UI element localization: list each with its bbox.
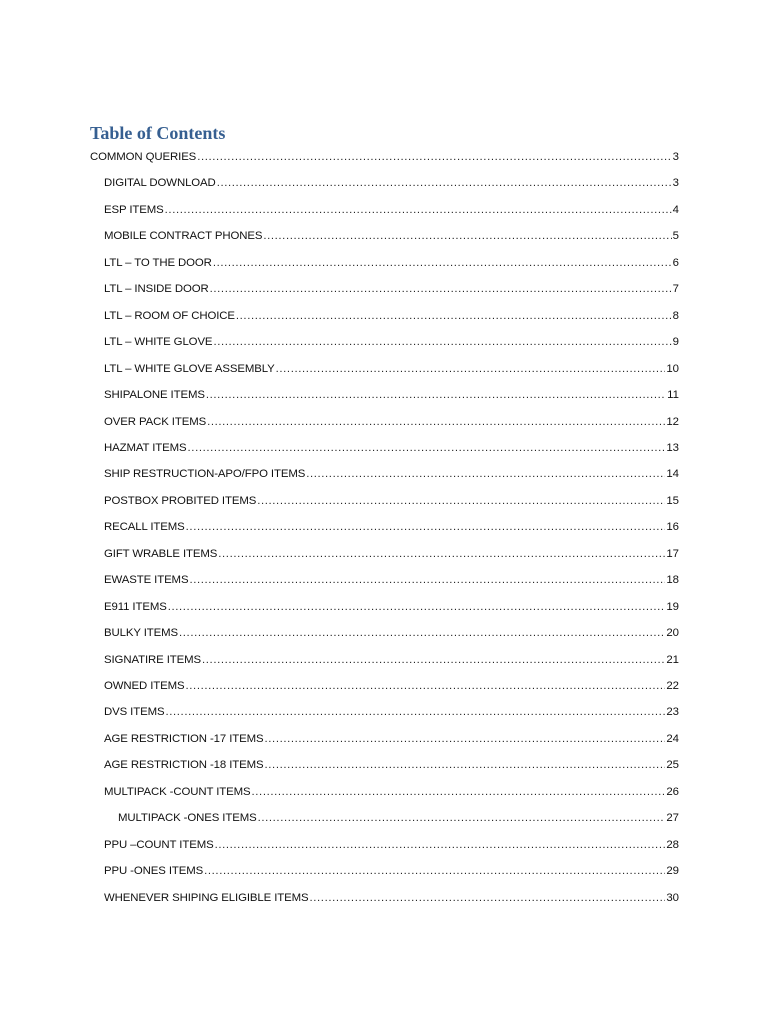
dot-leader (252, 784, 666, 800)
toc-entry[interactable] (104, 784, 679, 800)
toc-entry[interactable] (104, 308, 679, 324)
toc-entry-page-number: 10 (666, 362, 679, 375)
dot-leader (179, 625, 665, 641)
dot-leader (306, 466, 665, 482)
toc-entry-label: COMMON QUERIES (90, 151, 197, 163)
dot-leader (202, 652, 665, 668)
dot-leader (168, 599, 666, 615)
dot-leader (189, 572, 665, 588)
toc-entry-label: EWASTE ITEMS (104, 574, 189, 587)
toc-entry-label: LTL – WHITE GLOVE ASSEMBLY (104, 362, 275, 375)
toc-entry[interactable] (104, 757, 679, 773)
toc-entry-page-number: 25 (666, 759, 679, 772)
dot-leader (188, 440, 666, 456)
toc-entry-page-number: 18 (666, 574, 679, 587)
toc-entry-label: E911 ITEMS (104, 600, 167, 613)
dot-leader (204, 863, 665, 879)
dot-leader (258, 810, 666, 826)
toc-entry[interactable] (118, 810, 679, 826)
toc-entry-page-number: 17 (666, 547, 679, 560)
toc-entry-page-number: 13 (666, 441, 679, 454)
dot-leader (186, 678, 666, 694)
toc-entry-label: LTL – INSIDE DOOR (104, 283, 209, 296)
toc-entry-page-number: 16 (666, 521, 679, 534)
toc-entry-page-number: 27 (666, 812, 679, 825)
dot-leader (207, 414, 665, 430)
toc-entry-page-number: 26 (666, 785, 679, 798)
toc-entry-label: DVS ITEMS (104, 706, 165, 719)
toc-entry-label: MULTIPACK -ONES ITEMS (118, 812, 257, 825)
toc-entry-page-number: 23 (666, 706, 679, 719)
dot-leader (213, 334, 671, 350)
toc-entry-label: SHIP RESTRUCTION-APO/FPO ITEMS (104, 468, 306, 481)
toc-entry-label: LTL – ROOM OF CHOICE (104, 309, 235, 322)
toc-entry[interactable] (104, 361, 679, 377)
dot-leader (265, 731, 666, 747)
toc-entry[interactable] (104, 281, 679, 297)
toc-entry-page-number: 24 (666, 732, 679, 745)
toc-entry-page-number: 19 (666, 600, 679, 613)
dot-leader (206, 387, 666, 403)
dot-leader (276, 361, 666, 377)
dot-leader (166, 704, 666, 720)
toc-entry[interactable] (104, 731, 679, 747)
dot-leader (165, 202, 672, 218)
toc-entry[interactable] (104, 546, 679, 562)
toc-entry-page-number: 29 (666, 865, 679, 878)
toc-entry[interactable] (104, 572, 679, 588)
toc-entry[interactable] (104, 890, 679, 906)
toc-entry-page-number: 21 (666, 653, 679, 666)
toc-entry-page-number: 11 (667, 389, 679, 401)
dot-leader (197, 149, 671, 165)
toc-entry[interactable] (104, 599, 679, 615)
dot-leader (236, 308, 672, 324)
toc-entry-label: SHIPALONE ITEMS (104, 389, 205, 401)
toc-entry-page-number: 8 (672, 309, 679, 322)
toc-entry[interactable] (104, 387, 679, 403)
toc-entry[interactable] (104, 440, 679, 456)
toc-entry-label: AGE RESTRICTION -18 ITEMS (104, 759, 264, 772)
toc-entry-page-number: 30 (666, 891, 679, 904)
toc-entry-page-number: 3 (672, 151, 679, 163)
toc-entry-label: ESP ITEMS (104, 203, 164, 216)
toc-entry-label: MULTIPACK -COUNT ITEMS (104, 785, 251, 798)
toc-entry[interactable] (104, 625, 679, 641)
toc-entry[interactable] (104, 228, 679, 244)
toc-entry-label: LTL – WHITE GLOVE (104, 336, 213, 349)
toc-entry-label: OWNED ITEMS (104, 680, 185, 692)
dot-leader (213, 255, 672, 271)
toc-entry[interactable] (104, 863, 679, 879)
toc-title: Table of Contents (90, 123, 226, 143)
toc-entry-label: SIGNATIRE ITEMS (104, 653, 202, 666)
dot-leader (186, 519, 666, 535)
toc-entry-label: POSTBOX PROBITED ITEMS (104, 494, 257, 507)
toc-entry-page-number: 14 (666, 468, 679, 481)
toc-entry-page-number: 3 (672, 177, 679, 190)
toc-entry-page-number: 28 (666, 838, 679, 851)
dot-leader (218, 546, 665, 562)
toc-entry[interactable] (104, 175, 679, 191)
toc-entry[interactable] (104, 202, 679, 218)
toc-entry-label: GIFT WRABLE ITEMS (104, 547, 218, 560)
toc-entry-page-number: 12 (666, 415, 679, 428)
toc-entry-label: WHENEVER SHIPING ELIGIBLE ITEMS (104, 891, 309, 904)
toc-entry[interactable] (104, 678, 679, 694)
toc-entry-page-number: 15 (666, 494, 679, 507)
toc-entry-page-number: 9 (672, 336, 679, 349)
toc-entry[interactable] (104, 334, 679, 350)
toc-entry-label: MOBILE CONTRACT PHONES (104, 230, 263, 243)
toc-entry-label: OVER PACK ITEMS (104, 415, 207, 428)
toc-entry-label: PPU –COUNT ITEMS (104, 838, 214, 851)
toc-entry[interactable] (104, 255, 679, 271)
dot-leader (265, 757, 666, 773)
toc-entry[interactable] (104, 837, 679, 853)
dot-leader (217, 175, 672, 191)
toc-entry[interactable] (104, 519, 679, 535)
toc-entry-label: PPU -ONES ITEMS (104, 865, 204, 878)
toc-entry-label: AGE RESTRICTION -17 ITEMS (104, 732, 264, 745)
toc-entry[interactable] (104, 466, 679, 482)
toc-entry-label: RECALL ITEMS (104, 521, 185, 534)
toc-entry-label: LTL – TO THE DOOR (104, 256, 212, 269)
toc-entry[interactable] (90, 149, 679, 165)
dot-leader (215, 837, 666, 853)
toc-entry-label: BULKY ITEMS (104, 627, 179, 640)
toc-entry-label: HAZMAT ITEMS (104, 441, 187, 454)
dot-leader (210, 281, 672, 297)
toc-entry-page-number: 20 (666, 627, 679, 640)
toc-entry-page-number: 6 (672, 256, 679, 269)
dot-leader (263, 228, 671, 244)
toc-entry-page-number: 7 (672, 283, 679, 296)
toc-entry[interactable] (104, 652, 679, 668)
toc-entry[interactable] (104, 414, 679, 430)
dot-leader (310, 890, 666, 906)
toc-entry-page-number: 5 (672, 230, 679, 243)
toc-entry-label: DIGITAL DOWNLOAD (104, 177, 216, 190)
toc-entry[interactable] (104, 493, 679, 509)
dot-leader (257, 493, 665, 509)
toc-entry-page-number: 22 (666, 680, 679, 692)
toc-entry-page-number: 4 (672, 203, 679, 216)
toc-entry[interactable] (104, 704, 679, 720)
